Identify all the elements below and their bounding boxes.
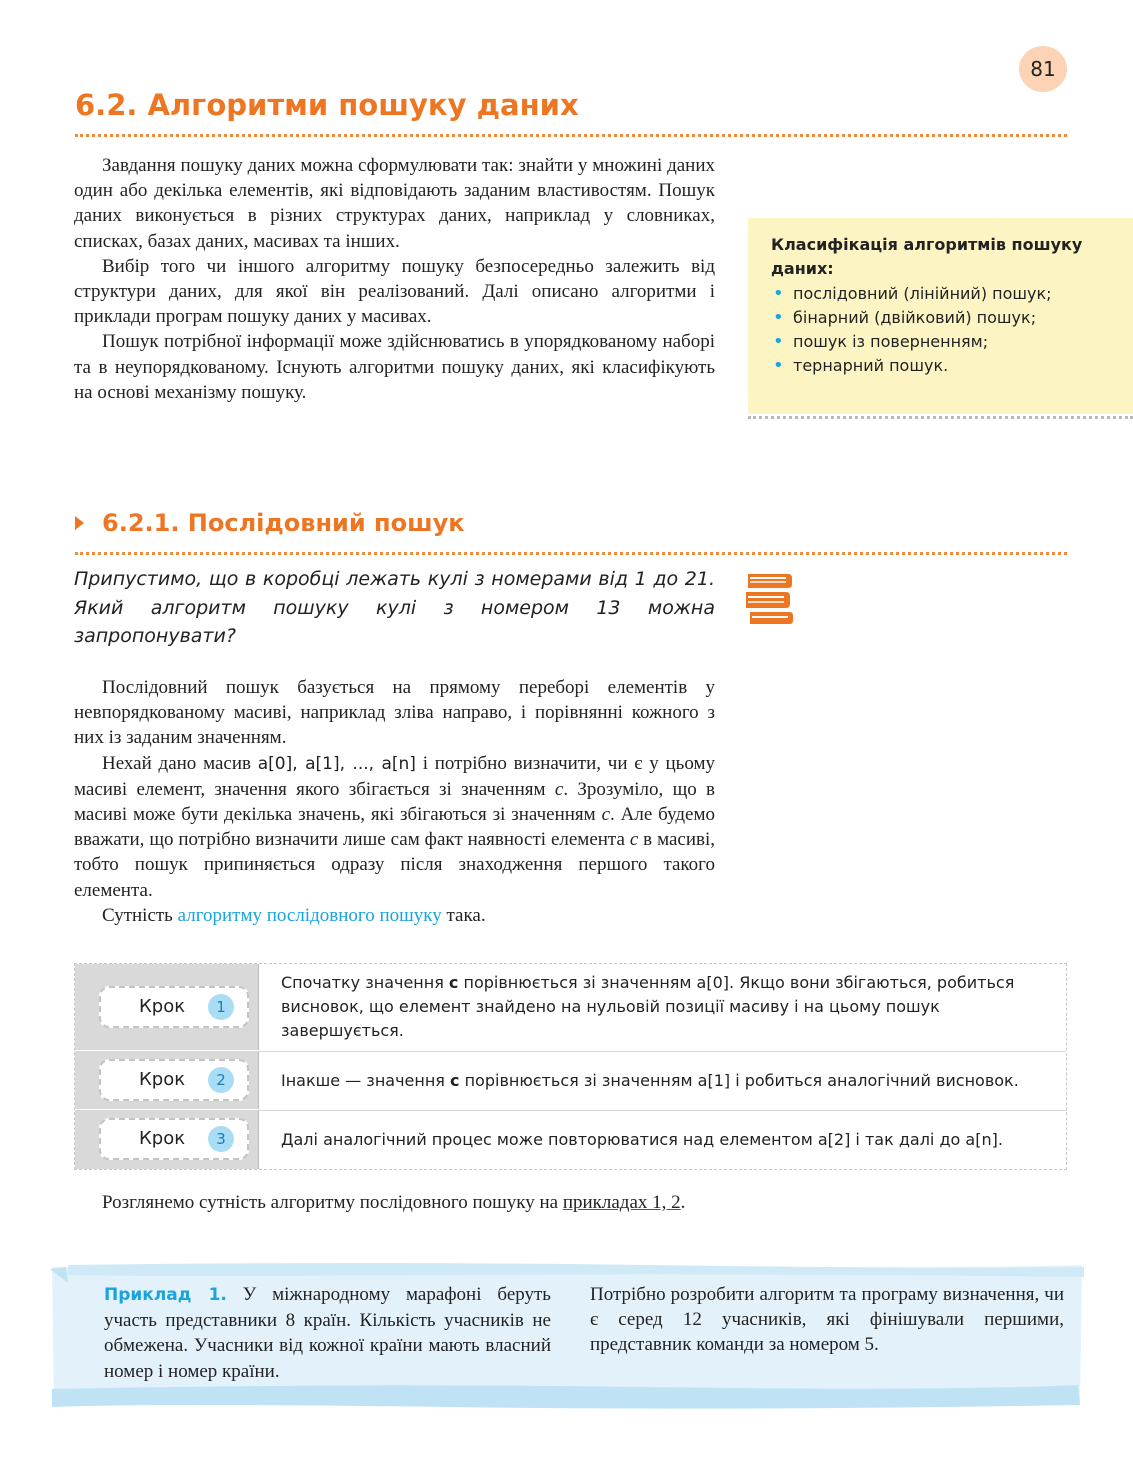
step-label: Крок [139,1128,186,1149]
sidebar-list [771,282,1111,378]
step-cell [75,1051,258,1109]
step-label: Крок [139,996,186,1017]
section-divider [75,134,1067,137]
sidebar-list-item: • тернарний пошук. [771,354,1111,378]
step-number: 2 [208,1067,234,1093]
intro-paragraph-2: Вибір того чи іншого алгоритму пошуку безпосередньо залежить від структури даних, для якої він реалізований. Далі описано алгоритми і приклади програм пошуку даних у масивах. [74,255,715,328]
examples-intro [74,1190,715,1215]
step-cell [75,964,258,1050]
sequential-search-text [74,675,715,928]
step-description: Спочатку значення c порівнюється зі значенням а[0]. Якщо вони збігаються, робиться висновок, що елемент знайдено на нульовій позиції масиву і на цьому пошук завершується. [258,964,1066,1050]
triangle-right-icon [75,516,84,530]
books-stack-icon [742,570,794,626]
paragraph-array: Нехай дано масив а[0], а[1], ..., а[n] і потрібно визначити, чи є у цьому масиві елемент, значення якого збігається зі значенням c. Зрозуміло, що в масиві може бути декілька значень, які збігаються зі значенням c. Але будемо вважати, що потрібно визначити лише сам факт наявності елемента c в масиві, тобто пошук припиняється одразу після знаходження першого такого елемента. [74,752,716,901]
step-badge [99,1059,249,1101]
examples-intro-paragraph: Розглянемо сутність алгоритму послідовного пошуку на прикладах 1, 2. [102,1192,686,1213]
intro-paragraph-1: Завдання пошуку даних можна сформулювати так: знайти у множині даних один або декілька елементів, які відповідають заданим властивостям. Пошук даних виконується в різних структурах даних, наприклад у словниках, списках, базах даних, масивах та інших. [74,155,715,252]
step-row-3 [75,1110,1066,1169]
section-intro [74,153,715,405]
step-label: Крок [139,1069,186,1090]
example-column-2: Потрібно розробити алгоритм та програму визначення, чи є серед 12 учасників, які фінішували першими, представник команди за номером 5. [590,1284,1064,1356]
intro-paragraph-3: Пошук потрібної інформації може здійснюватись в упорядкованому наборі та в неупорядкованому. Існують алгоритми пошуку даних, які класифікують на основі механізму пошуку. [74,331,715,403]
step-row-2 [75,1051,1066,1109]
paragraph-definition: Послідовний пошук базується на прямому переборі елементів у невпорядкованому масиві, наприклад зліва направо, і порівнянні кожного з них із заданим значенням. [74,677,715,749]
subsection-title: 6.2.1. Послідовний пошук [102,509,465,537]
section-title: 6.2. Алгоритми пошуку даних [75,88,579,122]
step-number: 1 [208,994,234,1020]
sidebar-list-item: • пошук із поверненням; [771,330,1111,354]
step-number: 3 [208,1126,234,1152]
steps-table [74,963,1067,1170]
algorithm-link[interactable]: алгоритму послідовного пошуку [177,904,442,926]
step-badge [99,1118,249,1160]
example-column-1: Приклад 1. У міжнародному марафоні беруть участь представники 8 країн. Кількість учасників не обмежена. Учасники від кожної країни мають власний номер і номер країни. [104,1284,551,1382]
paragraph-essence: Сутність алгоритму послідовного пошуку така. [102,904,486,926]
problem-question: Припустимо, що в коробці лежать кулі з номерами від 1 до 21. Який алгоритм пошуку кулі з номером 13 можна запропонувати? [74,568,715,647]
step-badge [99,986,249,1028]
step-description: Інакше — значення c порівнюється зі значенням а[1] і робиться аналогічний висновок. [258,1051,1066,1109]
sidebar-divider [748,416,1133,419]
subsection-heading [75,509,465,537]
sidebar-list-item: • послідовний (лінійний) пошук; [771,282,1111,306]
step-row-1 [75,964,1066,1050]
page-number: 81 [1019,46,1067,92]
step-description: Далі аналогічний процес може повторюватися над елементом а[2] і так далі до а[n]. [258,1110,1066,1169]
sidebar-list-item: • бінарний (двійковий) пошук; [771,306,1111,330]
step-cell [75,1110,258,1169]
example-label: Приклад 1. [104,1285,227,1305]
examples-link[interactable]: прикладах 1, 2 [562,1192,681,1213]
sidebar-title: Класифікація алгоритмів пошуку даних: [771,235,1083,278]
subsection-divider [75,552,1067,555]
